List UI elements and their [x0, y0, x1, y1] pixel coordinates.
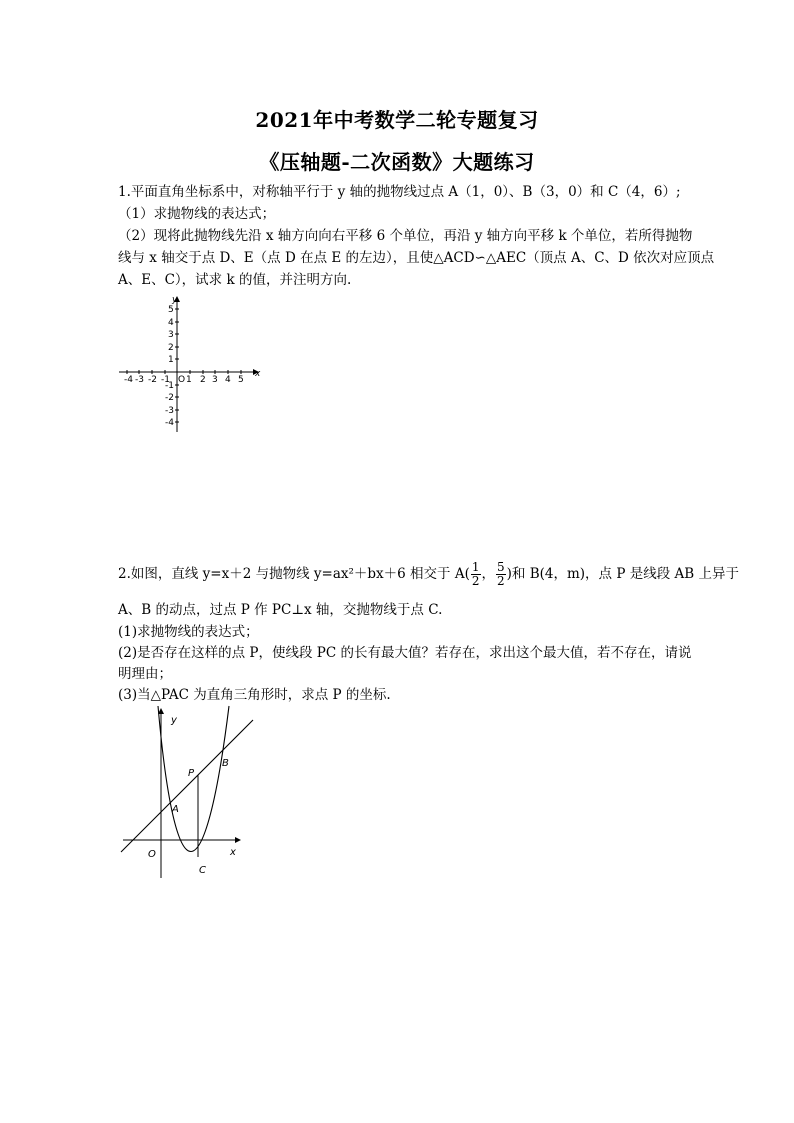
q1-xtick-neg4: -4 [124, 375, 133, 385]
q1-ytick-2: 2 [168, 343, 174, 353]
q1-ytick-neg1: -1 [165, 381, 174, 391]
q1-xtick-5: 5 [238, 375, 244, 385]
page-subtitle: 《压轴题-二次函数》大题练习 [259, 150, 535, 174]
q2-x-axis-label: x [230, 847, 236, 858]
page-title: 2021年中考数学二轮专题复习 [255, 108, 539, 132]
q1-ytick-neg4: -4 [165, 418, 174, 428]
q2-part2-line1: (2)是否存在这样的点 P，使线段 PC 的长有最大值？若存在，求出这个最大值，若不存在，请说 [118, 645, 692, 661]
q2-point-c-label: C [199, 865, 206, 876]
q2-point-p-label: P [188, 768, 195, 779]
q2-frac2-numerator: 5 [497, 560, 505, 574]
q2-line-graph [121, 720, 253, 852]
q1-xtick-4: 4 [225, 375, 231, 385]
q2-stem-line1 [118, 561, 739, 588]
q1-ytick-5: 5 [168, 305, 174, 315]
q2-frac1-denominator: 2 [471, 574, 480, 588]
q1-ytick-3: 3 [168, 330, 174, 340]
q1-part2-line1: （2）现将此抛物线先沿 x 轴方向向右平移 6 个单位，再沿 y 轴方向平移 k 个单位，若所得抛物 [118, 228, 693, 244]
q1-origin-label: O [178, 375, 186, 385]
q1-x-axis-label: x [255, 369, 261, 379]
q1-xtick-2: 2 [200, 375, 206, 385]
q2-part1: (1)求抛物线的表达式； [118, 624, 259, 640]
q2-y-axis-label: y [171, 715, 177, 726]
q2-point-a-label: A [172, 804, 179, 815]
q2-part3: (3)当△PAC 为直角三角形时，求点 P 的坐标. [118, 687, 391, 703]
q1-stem-line1: 1.平面直角坐标系中，对称轴平行于 y 轴的抛物线过点 A（1，0）、B（3，0）和 C（4，6）; [118, 184, 681, 200]
q2-fraction-5-2 [496, 561, 506, 588]
q1-xtick-neg2: -2 [148, 375, 157, 385]
q1-part2-line3: A、E、C），试求 k 的值，并注明方向. [118, 272, 352, 288]
q2-figure [115, 700, 265, 880]
q1-ytick-neg2: -2 [165, 393, 174, 403]
q1-part1: （1）求抛物线的表达式； [118, 206, 276, 222]
q2-point-b-label: B [222, 758, 229, 769]
q2-frac1-numerator: 1 [471, 560, 480, 574]
q1-xtick-3: 3 [212, 375, 218, 385]
q1-y-axis-label: y [172, 295, 178, 305]
q2-frac2-denominator: 2 [497, 574, 505, 588]
q2-part2-line2: 明理由； [118, 666, 172, 682]
q1-ytick-4: 4 [168, 318, 174, 328]
q1-xtick-neg1: -1 [161, 375, 170, 385]
q2-stem-line2: A、B 的动点，过点 P 作 PC⊥x 轴，交抛物线于点 C. [118, 602, 443, 618]
q2-origin-label: O [148, 849, 156, 860]
q1-coordinate-plane [115, 292, 265, 440]
q1-xtick-neg3: -3 [135, 375, 144, 385]
q1-xtick-1: 1 [186, 375, 192, 385]
q1-part2-line2: 线与 x 轴交于点 D、E（点 D 在点 E 的左边），且使△ACD∽△AEC（顶点 A、C、D 依次对应顶点 [118, 250, 715, 266]
q2-frac-separator: ， [481, 566, 495, 582]
q1-ytick-neg3: -3 [165, 406, 174, 416]
q2-stem-text-b: )和 B(4，m)，点 P 是线段 AB 上异于 [506, 566, 739, 582]
q2-stem-text-a: 2.如图，直线 y=x＋2 与抛物线 y=ax²＋bx＋6 相交于 A( [118, 566, 470, 582]
q2-x-axis-arrow [235, 837, 241, 843]
q2-fraction-1-2 [471, 561, 481, 588]
q1-ytick-1: 1 [168, 355, 174, 365]
